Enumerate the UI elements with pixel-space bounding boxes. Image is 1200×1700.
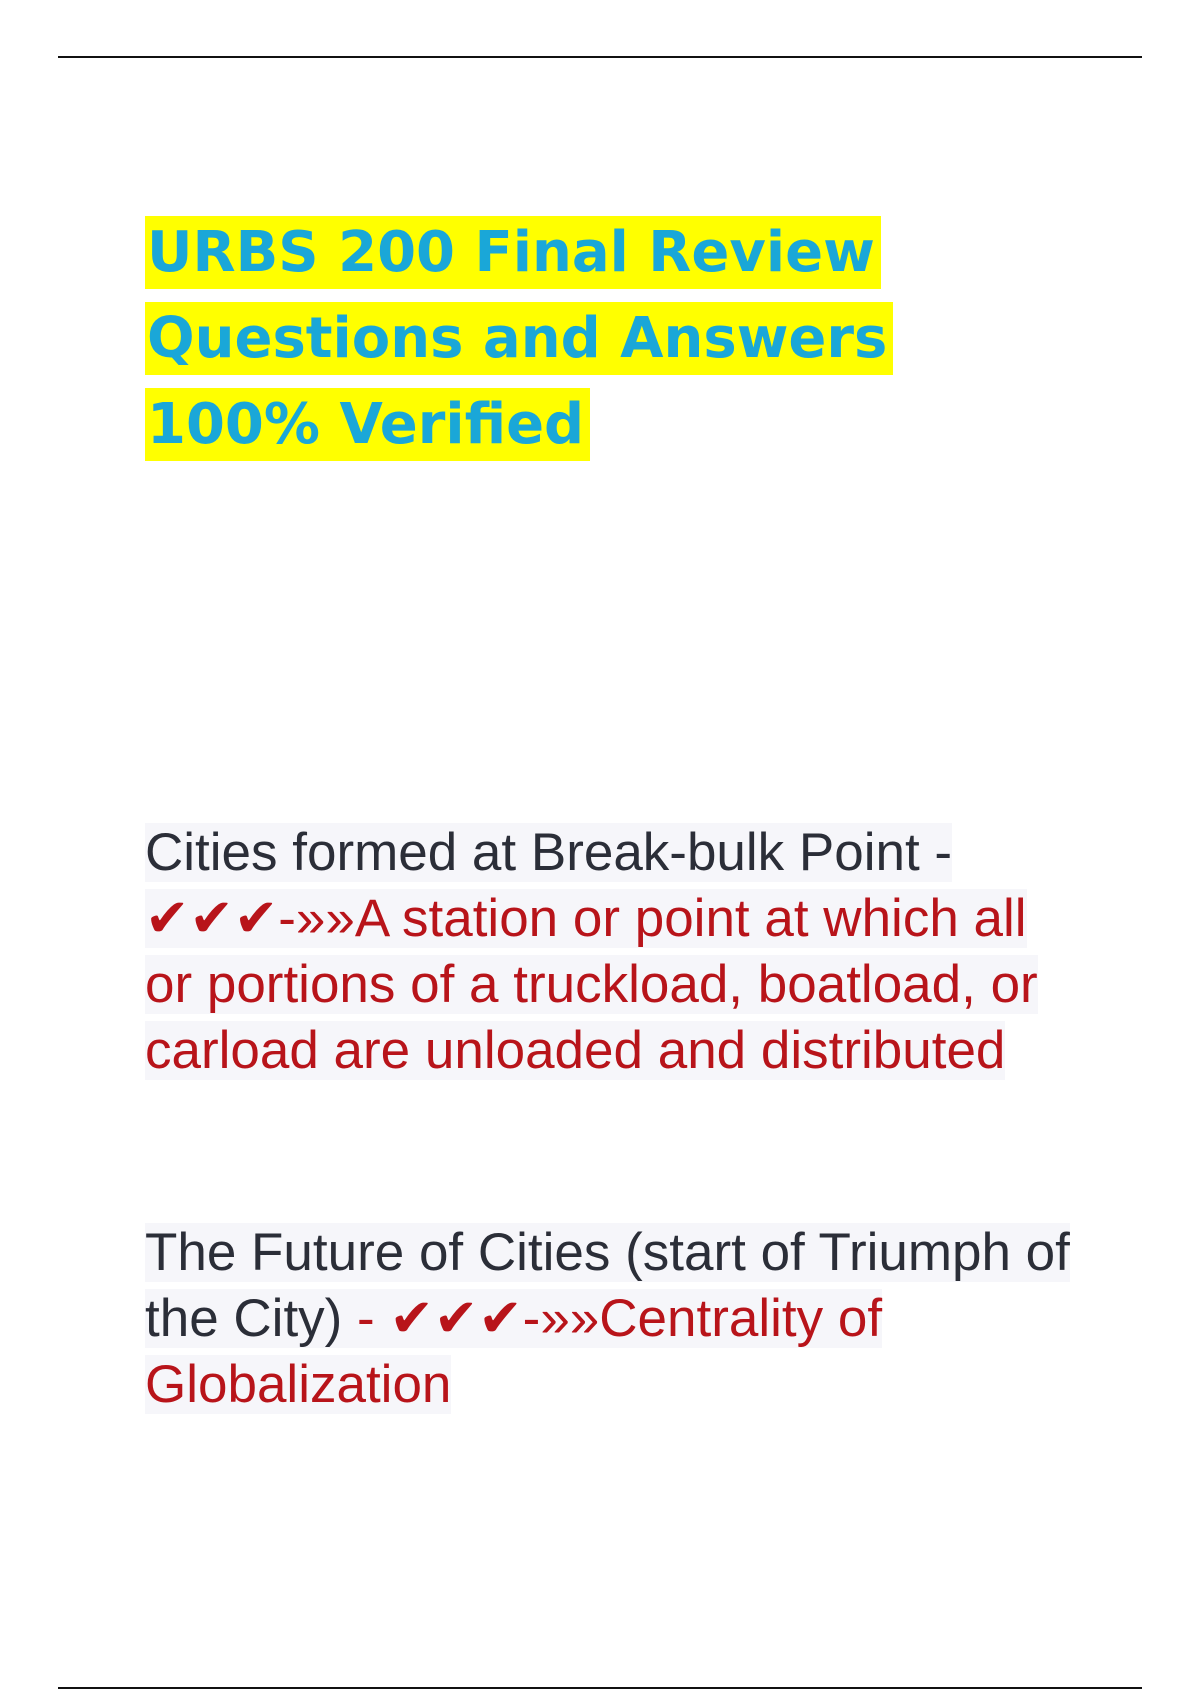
qa-text (145, 1223, 1070, 1414)
title-line-3: 100% Verified (145, 388, 590, 461)
top-divider (58, 56, 1142, 58)
check-marks-icon: ✔✔✔ (389, 1288, 523, 1349)
answer-text: -»»Centrality of Globalization (145, 1289, 883, 1414)
qa-item (145, 1220, 1085, 1418)
answer-separator: - (342, 1289, 390, 1348)
qa-item (145, 820, 1085, 1084)
qa-text (145, 823, 1038, 1080)
check-marks-icon: ✔✔✔ (145, 888, 279, 949)
title-line-2: Questions and Answers (145, 302, 893, 375)
title-line-1: URBS 200 Final Review (145, 216, 881, 289)
question-text: The Future of Cities (start of Triumph of the City) (145, 1223, 1070, 1348)
document-title (145, 210, 925, 468)
bottom-divider (58, 1687, 1142, 1689)
answer-text: -»»A station or point at which all or portions of a truckload, boatload, or carload are unloaded and distributed (145, 889, 1038, 1080)
question-text: Cities formed at Break-bulk Point - (145, 823, 953, 882)
